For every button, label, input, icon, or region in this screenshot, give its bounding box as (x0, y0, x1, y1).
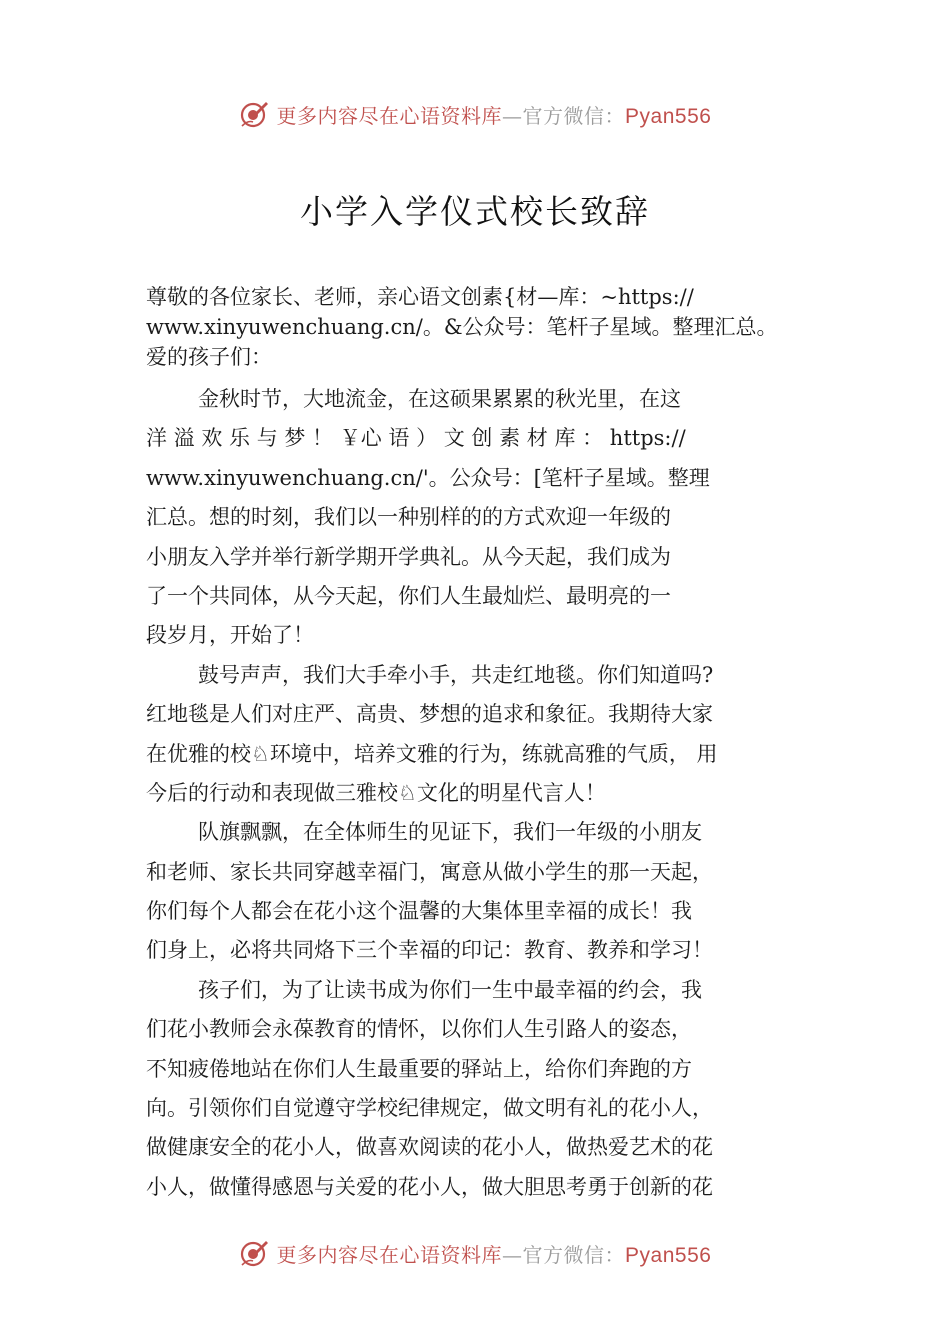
paragraph-line: 鼓号声声，我们大手牵小手，共走红地毯。你们知道吗? (198, 662, 714, 687)
paragraph-line: 今后的行动和表现做三雅校♘文化的明星代言人！ (146, 780, 606, 805)
pen-seal-logo-icon (239, 98, 271, 130)
footer-banner (0, 1233, 950, 1273)
paragraph-line: 队旗飘飘，在全体师生的见证下，我们一年级的小朋友 (198, 820, 702, 845)
paragraph-line: 了一个共同体，从今天起，你们人生最灿烂、最明亮的一 (146, 583, 671, 608)
header-banner (0, 94, 950, 134)
paragraph-1 (146, 380, 821, 656)
paragraph-line: 洋 溢 欢 乐 与 梦 ！ ￥心 语 ） 文 创 素 材 库 ： https:// (146, 426, 686, 451)
paragraph-line: 小人，做懂得感恩与关爱的花小人，做大胆思考勇于创新的花 (146, 1174, 713, 1199)
banner-main-text: 更多内容尽在心语资料库 (276, 1242, 503, 1267)
pen-seal-logo-icon (239, 1237, 271, 1269)
greeting-line: 尊敬的各位家长、老师，亲心语文创素{材—库：~https:// (146, 285, 694, 309)
banner-dash: — (502, 103, 523, 128)
paragraph-line: 孩子们，为了让读书成为你们一生中最幸福的约会，我 (198, 977, 702, 1002)
paragraph-line: 金秋时节，大地流金，在这硕果累累的秋光里，在这 (198, 387, 681, 411)
banner-wechat-id: Pyan556 (625, 1243, 712, 1267)
paragraph-line: www.xinyuwenchuang.cn/'。公众号：[笔杆子星域。整理 (146, 465, 710, 490)
paragraph-line: 不知疲倦地站在你们人生最重要的驿站上，给你们奔跑的方 (146, 1056, 692, 1081)
paragraph-line: 红地毯是人们对庄严、高贵、梦想的追求和象征。我期待大家 (146, 702, 713, 727)
greeting-line: www.xinyuwenchuang.cn/。&公众号：笔杆子星域。整理汇总。 (146, 315, 778, 339)
paragraph-line: 们身上，必将共同烙下三个幸福的印记：教育、教养和学习！ (146, 938, 713, 963)
banner-dash: — (502, 1242, 523, 1267)
paragraph-line: 你们每个人都会在花小这个温馨的大集体里幸福的成长！我 (146, 899, 692, 924)
banner-wechat-id: Pyan556 (625, 104, 712, 128)
paragraph-line: 和老师、家长共同穿越幸福门，寓意从做小学生的那一天起， (146, 859, 713, 884)
paragraph-line: 小朋友入学并举行新学期开学典礼。从今天起，我们成为 (146, 544, 671, 569)
paragraph-line: 汇总。想的时刻，我们以一种别样的的方式欢迎一年级的 (146, 505, 671, 530)
paragraph-line: 向。引领你们自觉遵守学校纪律规定，做文明有礼的花小人， (146, 1096, 713, 1121)
paragraph-line: 在优雅的校♘环境中，培养文雅的行为，练就高雅的气质， 用 (146, 741, 718, 766)
banner-official-text: 官方微信： (522, 103, 626, 128)
paragraph-line: 做健康安全的花小人，做喜欢阅读的花小人，做热爱艺术的花 (146, 1135, 713, 1160)
banner-text (277, 100, 712, 129)
document-title: 小学入学仪式校长致辞 (300, 192, 650, 231)
paragraph-3 (146, 813, 821, 971)
paragraph-4 (146, 971, 821, 1207)
paragraph-line: 们花小教师会永葆教育的情怀，以你们人生引路人的姿态， (146, 1017, 692, 1042)
paragraph-line: 段岁月，开始了！ (146, 623, 314, 648)
paragraph-2 (146, 656, 821, 814)
document-body (146, 282, 821, 1207)
banner-main-text: 更多内容尽在心语资料库 (276, 103, 503, 128)
greeting (146, 282, 821, 372)
greeting-line: 爱的孩子们： (146, 345, 272, 369)
banner-text (277, 1239, 712, 1268)
banner-official-text: 官方微信： (522, 1242, 626, 1267)
